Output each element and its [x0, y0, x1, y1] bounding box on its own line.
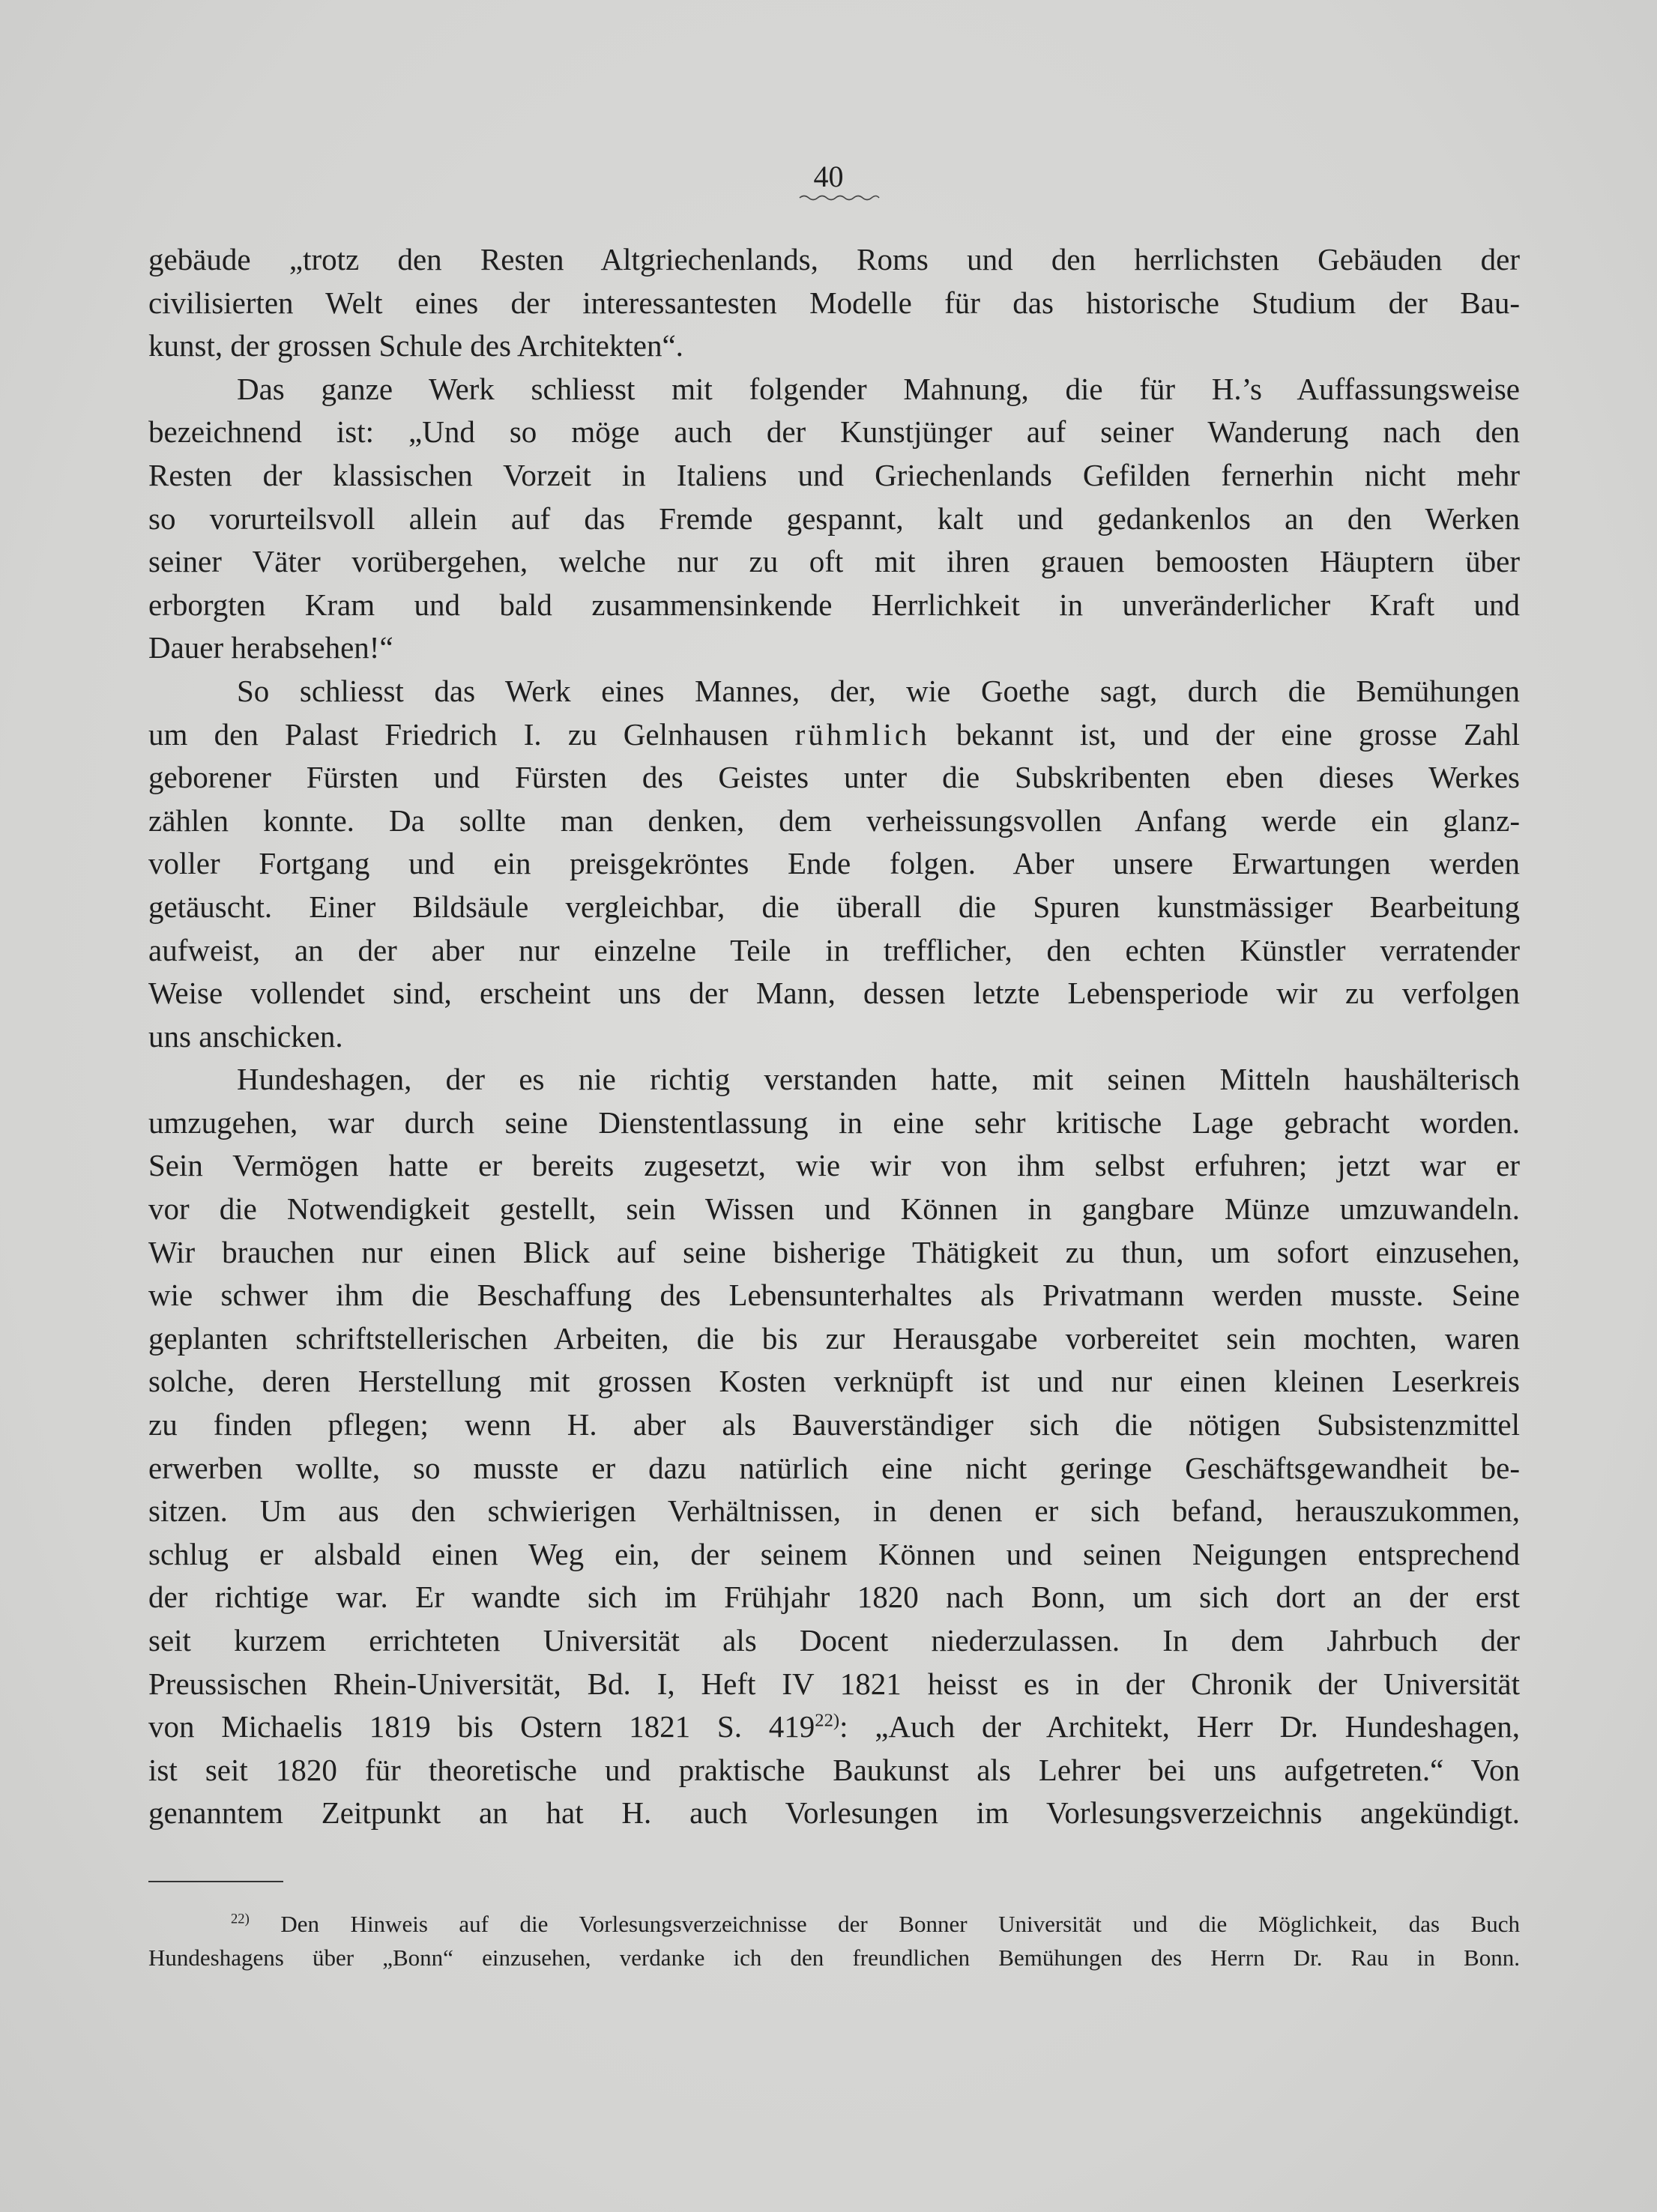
body-text: [148, 238, 1520, 1835]
footnote-line: [148, 1907, 1520, 1941]
text-line: civilisierten Welt eines der interessantesten Modelle für das historische Studium der Bau-: [148, 285, 1520, 320]
text-line: umzugehen, war durch seine Dienstentlassung in eine sehr kritische Lage gebracht worden.: [148, 1105, 1520, 1140]
text-line: erwerben wollte, so musste er dazu natürlich eine nicht geringe Geschäftsgewandheit be-: [148, 1450, 1520, 1485]
text-line: so vorurteilsvoll allein auf das Fremde gespannt, kalt und gedankenlos an den Werken: [148, 501, 1520, 536]
text-line: wie schwer ihm die Beschaffung des Lebensunterhaltes als Privatmann werden musste. Seine: [148, 1278, 1520, 1313]
text-segment: bekannt ist, und der eine grosse Zahl: [929, 716, 1520, 752]
text-segment: von Michaelis 1819 bis Ostern 1821 S. 419: [148, 1709, 815, 1744]
paragraph-start-line: Hundeshagen, der es nie richtig verstanden hatte, mit seinen Mitteln haushälterisch: [237, 1062, 1520, 1097]
text-line: aufweist, an der aber nur einzelne Teile in trefflicher, den echten Künstler verratender: [148, 932, 1520, 967]
text-line: gebäude „trotz den Resten Altgriechenlands, Roms und den herrlichsten Gebäuden der: [148, 242, 1520, 276]
text-line: Wir brauchen nur einen Blick auf seine bisherige Thätigkeit zu thun, um sofort einzusehen,: [148, 1234, 1520, 1269]
emphasis-spaced: rühmlich: [794, 716, 930, 752]
text-line: der richtige war. Er wandte sich im Frühjahr 1820 nach Bonn, um sich dort an der erst: [148, 1580, 1520, 1615]
text-segment: : „Auch der Architekt, Herr Dr. Hundeshagen,: [839, 1709, 1520, 1744]
text-line: bezeichnend ist: „Und so möge auch der Kunstjünger auf seiner Wanderung nach den: [148, 414, 1520, 450]
text-line: seiner Väter vorübergehen, welche nur zu oft mit ihren grauen bemoosten Häuptern über: [148, 544, 1520, 579]
text-line: geplanten schriftstellerischen Arbeiten, die bis zur Herausgabe vorbereitet sein mochten, waren: [148, 1320, 1520, 1356]
text-line: uns anschicken.: [148, 1018, 343, 1054]
text-line: solche, deren Herstellung mit grossen Kosten verknüpft ist und nur einen kleinen Leserkreis: [148, 1364, 1520, 1399]
text-line: Weise vollendet sind, erscheint uns der Mann, dessen letzte Lebensperiode wir zu verfolgen: [148, 976, 1520, 1011]
footnote-marker: 22): [231, 1911, 250, 1927]
footnote-text: Den Hinweis auf die Vorlesungsverzeichnisse der Bonner Universität und die Möglichkeit, das Buch: [280, 1911, 1520, 1937]
footnote-line: Hundeshagens über „Bonn“ einzusehen, verdanke ich den freundlichen Bemühungen des Herrn Dr. Rau in Bonn.: [148, 1944, 1520, 1971]
text-segment: um den Palast Friedrich I. zu Gelnhausen: [148, 716, 795, 752]
paragraph-start-line: Das ganze Werk schliesst mit folgender Mahnung, die für H.’s Auffassungsweise: [237, 371, 1520, 406]
text-line: Preussischen Rhein-Universität, Bd. I, Heft IV 1821 heisst es in der Chronik der Universität: [148, 1666, 1520, 1701]
text-line: [148, 713, 1520, 757]
paragraph-start-line: So schliesst das Werk eines Mannes, der, wie Goethe sagt, durch die Bemühungen: [237, 673, 1520, 708]
text-line: schlug er alsbald einen Weg ein, der seinem Können und seinen Neigungen entsprechend: [148, 1536, 1520, 1571]
text-line: Sein Vermögen hatte er bereits zugesetzt, wie wir von ihm selbst erfuhren; jetzt war er: [148, 1148, 1520, 1183]
text-line: getäuscht. Einer Bildsäule vergleichbar, die überall die Spuren kunstmässiger Bearbeitung: [148, 889, 1520, 924]
text-line: kunst, der grossen Schule des Architekten“.: [148, 328, 683, 363]
text-line: Dauer herabsehen!“: [148, 630, 393, 665]
text-line: Resten der klassischen Vorzeit in Italiens und Griechenlands Gefilden fernerhin nicht mehr: [148, 457, 1520, 492]
text-line: zu finden pflegen; wenn H. aber als Bauverständiger sich die nötigen Subsistenzmittel: [148, 1407, 1520, 1442]
text-line: erborgten Kram und bald zusammensinkende Herrlichkeit in unveränderlicher Kraft und: [148, 587, 1520, 622]
ornament-divider: [798, 193, 881, 202]
footnote-divider: [148, 1881, 283, 1882]
text-line: zählen konnte. Da sollte man denken, dem verheissungsvollen Anfang werde ein glanz-: [148, 803, 1520, 838]
text-line: seit kurzem errichteten Universität als Docent niederzulassen. In dem Jahrbuch der: [148, 1623, 1520, 1658]
footnote-reference: 22): [815, 1710, 840, 1731]
text-line: geborener Fürsten und Fürsten des Geistes unter die Subskribenten eben dieses Werkes: [148, 760, 1520, 795]
text-line: ist seit 1820 für theoretische und praktische Baukunst als Lehrer bei uns aufgetreten.“ Von: [148, 1752, 1520, 1787]
text-line: genanntem Zeitpunkt an hat H. auch Vorlesungen im Vorlesungsverzeichnis angekündigt.: [148, 1795, 1520, 1831]
text-line: vor die Notwendigkeit gestellt, sein Wissen und Können in gangbare Münze umzuwandeln.: [148, 1191, 1520, 1227]
text-line: [148, 1705, 1520, 1749]
text-line: sitzen. Um aus den schwierigen Verhältnissen, in denen er sich befand, herauszukommen,: [148, 1493, 1520, 1529]
footnote: [148, 1907, 1520, 1974]
text-line: voller Fortgang und ein preisgekröntes Ende folgen. Aber unsere Erwartungen werden: [148, 846, 1520, 881]
page-number: 40: [813, 160, 844, 193]
